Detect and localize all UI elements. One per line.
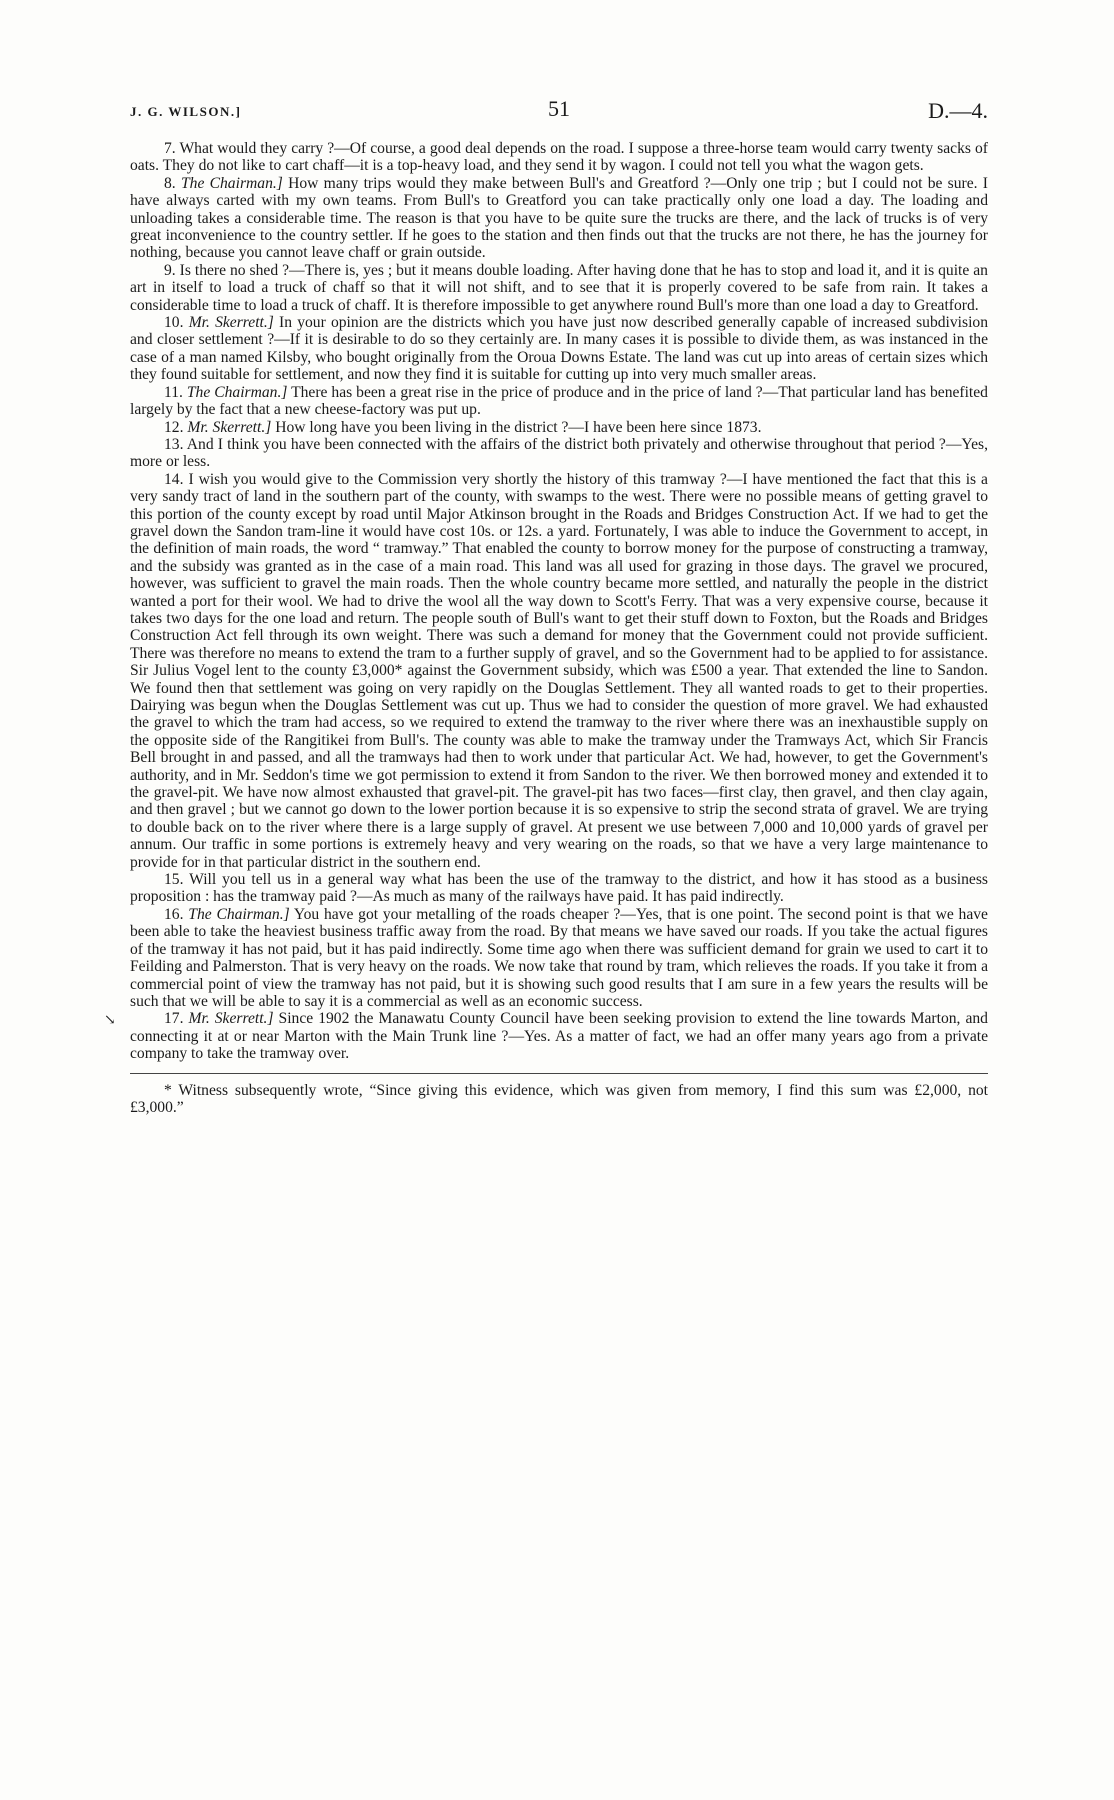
- question-paragraph: [130, 871, 988, 906]
- question-number: 17.: [164, 1010, 184, 1028]
- question-text: And I think you have been connected with the affairs of the district both privately and otherwise throughout that period ?—Yes, more or less.: [130, 435, 988, 471]
- question-text: How long have you been living in the district ?—I have been here since 1873.: [275, 418, 762, 436]
- question-text: Will you tell us in a general way what has been the use of the tramway to the district, and how it has stood as a business proposition : has the tramway paid ?—As much as many of the railways have paid. It has paid indirectly.: [130, 871, 988, 906]
- question-text: How many trips would they make between Bull's and Greatford ?—Only one trip ; but I could not be sure. I have always carted with my own teams. From Bull's to Greatford you can take practically only one load a day. The loading and unloading takes a considerable time. The reason is that you have to be quite sure the trucks are there, and the lack of trucks is of very great inconvenience to the country settler. If he goes to the station and then finds out that the trucks are not there, he has the journey for nothing, because you cannot leave chaff or grain outside.: [130, 174, 988, 262]
- question-paragraph: [130, 906, 988, 1010]
- question-text: Is there no shed ?—There is, yes ; but it means double loading. After having done that he has to stop and load it, and it is quite an art in itself to load a truck of chaff so that it will not shift, and to see that it is properly covered to be safe from rain. It takes a considerable time to load a truck of chaff. It is therefore impossible to get anywhere round Bull's more than one load a day to Greatford.: [130, 261, 988, 314]
- footnote-divider: [130, 1073, 988, 1074]
- question-paragraph: [130, 1010, 988, 1062]
- question-number: 10.: [164, 314, 184, 332]
- speaker: Mr. Skerrett.]: [188, 314, 274, 332]
- question-text: You have got your metalling of the roads cheaper ?—Yes, that is one point. The second point is that we have been able to take the heaviest business traffic away from the road. By that means we have saved our roads. If you take the actual figures of the tramway it has not paid, but it has paid indirectly. Some time ago when there was sufficient demand for grain we used to cart it to Feilding and Palmerston. That is very heavy on the roads. We now take that round by tram, which relieves the roads. If you take it from a commercial point of view the tramway has not paid, but it is showing such good results that I am sure in a few years the results will be such that we will be able to say it is a commercial as well as an economic success.: [130, 905, 988, 1010]
- question-number: 14.: [164, 470, 184, 488]
- question-paragraph: [130, 175, 988, 262]
- speaker: The Chairman.]: [186, 383, 288, 401]
- question-text: In your opinion are the districts which you have just now described generally capable of increased subdivision and closer settlement ?—If it is desirable to do so they certainly are. In many cases it is possible to divide them, as was instanced in the case of a man named Kilsby, who bought originally from the Oroua Downs Estate. The land was cut up into areas of certain sizes which they found suitable for settlement, and now they find it is suitable for cutting up into very much smaller areas.: [130, 314, 988, 384]
- question-text: There has been a great rise in the price of produce and in the price of land ?—That particular land has benefited largely by the fact that a new cheese-factory was put up.: [130, 383, 988, 419]
- question-number: 16.: [164, 905, 184, 923]
- question-number: 9.: [164, 261, 176, 279]
- question-number: 8.: [164, 174, 176, 192]
- question-number: 11.: [164, 383, 183, 401]
- page-number: 51: [548, 96, 570, 121]
- speaker: The Chairman.]: [180, 174, 283, 192]
- question-text: I wish you would give to the Commission very shortly the history of this tramway ?—I have mentioned the fact that this is a very sandy tract of land in the southern part of the county, with swamps to the west. There were no possible means of getting gravel to this portion of the county except by road until Major Atkinson brought in the Roads and Bridges Construction Act. If we had to get the gravel down the Sandon tram-line it would have cost 10s. or 12s. a yard. Fortunately, I was able to induce the Government to accept, in the definition of main roads, the word “ tramway.” That enabled the county to borrow money for the purpose of constructing a tramway, and the subsidy was granted as in the case of a main road. This land was all used for grazing in those days. The gravel we procured, however, was sufficient to gravel the main roads. Then the whole country became more settled, and naturally the people in the district wanted a port for their wool. We had to drive the wool all the way down to Scott's Ferry. That was a very expensive course, because it takes two days for the one load and return. The people south of Bull's want to get their stuff down to Foxton, but the Roads and Bridges Construction Act fell through its own weight. There was such a demand for money that the Government could not provide sufficient. There was therefore no means to extend the tram to a further supply of gravel, and so the Government had to be applied to for assistance. Sir Julius Vogel lent to the county £3,000* against the Government subsidy, which was £500 a year. That extended the line to Sandon. We found then that settlement was going on very rapidly on the Douglas Settlement. They all wanted roads to get to their properties. Dairying was begun when the Douglas Settlement was cut up. Thus we had to consider the question of more gravel. We had exhausted the gravel to which the tram had access, so we required to extend the tramway to the river where there was an inexhaustible supply on the opposite side of the Rangitikei from Bull's. The county was able to make the tramway under the Tramways Act, which Sir Francis Bell brought in and passed, and all the tramways had then to work under that particular Act. We had, however, to get the Government's authority, and in Mr. Seddon's time we got permission to extend it from Sandon to the river. We then borrowed money and extended it to the gravel-pit. We have now almost exhausted that gravel-pit. The gravel-pit has two faces—first clay, then gravel, and then clay again, and then gravel ; but we cannot go down to the lower portion because it is so expensive to strip the second strata of gravel. We are trying to double back on to the river where there is a large supply of gravel. At present we use between 7,000 and 10,000 yards of gravel per annum. Our traffic in some portions is extremely heavy and very wearing on the roads, so that we have a very large maintenance to provide for in that particular district in the southern end.: [130, 470, 988, 871]
- question-number: 13.: [164, 435, 184, 453]
- question-paragraph: [130, 140, 988, 175]
- question-text: What would they carry ?—Of course, a good deal depends on the road. I suppose a three-horse team would carry twenty sacks of oats. They do not like to cart chaff—it is a top-heavy load, and they send it by wagon. I could not tell you what the wagon gets.: [130, 140, 988, 175]
- document-reference: D.—4.: [928, 98, 988, 123]
- question-paragraph: [130, 262, 988, 314]
- evidence-body: [130, 140, 988, 1116]
- speaker: Mr. Skerrett.]: [187, 418, 272, 436]
- witness-name-header: J. G. WILSON.]: [130, 104, 242, 119]
- question-paragraph: [130, 419, 988, 436]
- question-paragraph: [130, 314, 988, 384]
- question-paragraph: [130, 436, 988, 471]
- speaker: The Chairman.]: [188, 905, 290, 923]
- question-number: 15.: [164, 871, 184, 889]
- speaker: Mr. Skerrett.]: [188, 1010, 274, 1028]
- footnote: * Witness subsequently wrote, “Since giving this evidence, which was given from memory, I find this sum was £2,000, not £3,000.”: [130, 1081, 988, 1116]
- question-number: 7.: [164, 140, 176, 157]
- page-header: [130, 96, 988, 130]
- margin-mark: ↘: [104, 1013, 116, 1028]
- question-number: 12.: [164, 418, 184, 436]
- question-text: Since 1902 the Manawatu County Council have been seeking provision to extend the line towards Marton, and connecting it at or near Marton with the Main Trunk line ?—Yes. As a matter of fact, we had an offer many years ago from a private company to take the tramway over.: [130, 1010, 988, 1063]
- question-paragraph: [130, 384, 988, 419]
- question-paragraph: [130, 471, 988, 871]
